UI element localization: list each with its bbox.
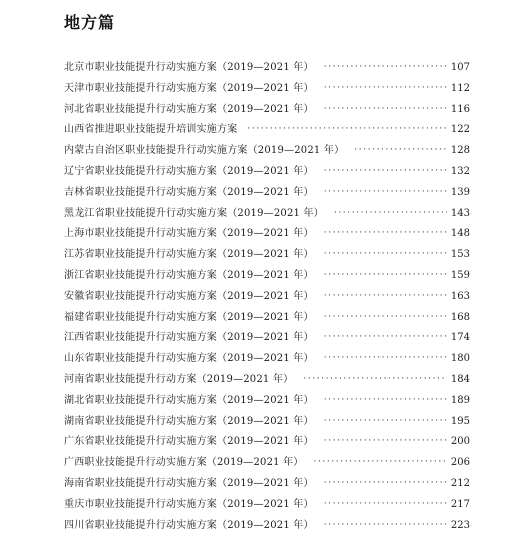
toc-entry-title: 河南省职业技能提升行动方案（2019—2021 年） bbox=[64, 373, 294, 385]
dot-leader bbox=[354, 140, 447, 161]
dot-leader bbox=[324, 265, 447, 286]
toc-entry-page-number: 159 bbox=[450, 269, 470, 281]
toc-entry[interactable] bbox=[64, 495, 470, 516]
toc-entry[interactable] bbox=[64, 287, 470, 308]
toc-entry-title: 海南省职业技能提升行动实施方案（2019—2021 年） bbox=[64, 477, 314, 489]
toc-entry-title: 上海市职业技能提升行动实施方案（2019—2021 年） bbox=[64, 228, 314, 240]
toc-entry-page-number: 217 bbox=[450, 498, 470, 510]
toc-entry-page-number: 212 bbox=[450, 477, 470, 489]
dot-leader bbox=[324, 78, 447, 99]
toc-entry-page-number: 180 bbox=[450, 353, 470, 365]
toc-entry-page-number: 148 bbox=[450, 228, 470, 240]
toc-entry-title: 湖北省职业技能提升行动实施方案（2019—2021 年） bbox=[64, 394, 314, 406]
toc-entry-title: 浙江省职业技能提升行动实施方案（2019—2021 年） bbox=[64, 269, 314, 281]
toc-entry[interactable] bbox=[64, 204, 470, 225]
dot-leader bbox=[324, 161, 447, 182]
toc-entry[interactable] bbox=[64, 453, 470, 474]
toc-entry[interactable] bbox=[64, 120, 470, 141]
toc-entry-page-number: 200 bbox=[450, 436, 470, 448]
toc-entry-page-number: 195 bbox=[450, 415, 470, 427]
dot-leader bbox=[324, 348, 447, 369]
toc-entry[interactable] bbox=[64, 266, 470, 287]
dot-leader bbox=[324, 473, 447, 494]
toc-entry[interactable] bbox=[64, 349, 470, 370]
toc-entry[interactable] bbox=[64, 432, 470, 453]
toc-entry-title: 湖南省职业技能提升行动实施方案（2019—2021 年） bbox=[64, 415, 314, 427]
toc-entry-title: 北京市职业技能提升行动实施方案（2019—2021 年） bbox=[64, 62, 314, 73]
toc-entry-title: 天津市职业技能提升行动实施方案（2019—2021 年） bbox=[64, 82, 314, 94]
toc-entry-page-number: 112 bbox=[450, 82, 470, 94]
toc-entry-title: 吉林省职业技能提升行动实施方案（2019—2021 年） bbox=[64, 186, 314, 198]
dot-leader bbox=[324, 515, 447, 536]
toc-entry-title: 福建省职业技能提升行动实施方案（2019—2021 年） bbox=[64, 311, 314, 323]
toc-entry-title: 广西职业技能提升行动实施方案（2019—2021 年） bbox=[64, 457, 304, 469]
dot-leader bbox=[313, 452, 446, 473]
toc-entry[interactable] bbox=[64, 391, 470, 412]
toc-entry[interactable] bbox=[64, 58, 470, 79]
dot-leader bbox=[324, 99, 447, 120]
dot-leader bbox=[324, 223, 447, 244]
dot-leader bbox=[324, 57, 447, 78]
toc-entry[interactable] bbox=[64, 516, 470, 537]
dot-leader bbox=[324, 431, 447, 452]
dot-leader bbox=[324, 390, 447, 411]
toc-entry-page-number: 206 bbox=[450, 457, 470, 469]
toc-entry-page-number: 122 bbox=[450, 124, 470, 136]
toc-entry-title: 江苏省职业技能提升行动实施方案（2019—2021 年） bbox=[64, 249, 314, 261]
toc-entry-title: 黑龙江省职业技能提升行动实施方案（2019—2021 年） bbox=[64, 207, 324, 219]
toc-entry-page-number: 132 bbox=[450, 165, 470, 177]
toc-entry-page-number: 223 bbox=[450, 519, 470, 531]
toc-entry[interactable] bbox=[64, 162, 470, 183]
toc-entry-page-number: 107 bbox=[450, 62, 470, 73]
toc-entry[interactable] bbox=[64, 183, 470, 204]
toc-entry-page-number: 139 bbox=[450, 186, 470, 198]
toc-entry[interactable] bbox=[64, 79, 470, 100]
dot-leader bbox=[324, 327, 447, 348]
toc-entry[interactable] bbox=[64, 308, 470, 329]
dot-leader bbox=[324, 182, 447, 203]
dot-leader bbox=[334, 203, 447, 224]
toc-entry[interactable] bbox=[64, 370, 470, 391]
toc-entry-page-number: 189 bbox=[450, 394, 470, 406]
toc-entry-page-number: 153 bbox=[450, 249, 470, 261]
toc-entry-page-number: 168 bbox=[450, 311, 470, 323]
dot-leader bbox=[247, 119, 447, 140]
toc-entry[interactable] bbox=[64, 412, 470, 433]
table-of-contents bbox=[64, 58, 470, 536]
toc-entry-page-number: 116 bbox=[450, 103, 470, 115]
dot-leader bbox=[324, 494, 447, 515]
toc-entry[interactable] bbox=[64, 224, 470, 245]
section-title: 地方篇 bbox=[64, 13, 116, 32]
toc-entry-title: 重庆市职业技能提升行动实施方案（2019—2021 年） bbox=[64, 498, 314, 510]
toc-entry-title: 广东省职业技能提升行动实施方案（2019—2021 年） bbox=[64, 436, 314, 448]
toc-entry-title: 山东省职业技能提升行动实施方案（2019—2021 年） bbox=[64, 353, 314, 365]
toc-entry[interactable] bbox=[64, 328, 470, 349]
toc-entry-page-number: 184 bbox=[450, 373, 470, 385]
toc-entry[interactable] bbox=[64, 141, 470, 162]
toc-entry[interactable] bbox=[64, 245, 470, 266]
toc-entry-title: 安徽省职业技能提升行动实施方案（2019—2021 年） bbox=[64, 290, 314, 302]
toc-entry-page-number: 163 bbox=[450, 290, 470, 302]
toc-entry-title: 内蒙古自治区职业技能提升行动实施方案（2019—2021 年） bbox=[64, 145, 345, 157]
dot-leader bbox=[324, 411, 447, 432]
toc-entry-title: 四川省职业技能提升行动实施方案（2019—2021 年） bbox=[64, 519, 314, 531]
toc-entry-title: 江西省职业技能提升行动实施方案（2019—2021 年） bbox=[64, 332, 314, 344]
dot-leader bbox=[324, 307, 447, 328]
toc-entry-page-number: 174 bbox=[450, 332, 470, 344]
toc-entry-title: 山西省推进职业技能提升培训实施方案 bbox=[64, 124, 238, 136]
dot-leader bbox=[324, 286, 447, 307]
dot-leader bbox=[324, 244, 447, 265]
dot-leader bbox=[303, 369, 447, 390]
toc-entry-page-number: 143 bbox=[450, 207, 470, 219]
toc-entry-title: 辽宁省职业技能提升行动实施方案（2019—2021 年） bbox=[64, 165, 314, 177]
toc-entry-title: 河北省职业技能提升行动实施方案（2019—2021 年） bbox=[64, 103, 314, 115]
toc-entry[interactable] bbox=[64, 474, 470, 495]
toc-entry-page-number: 128 bbox=[450, 145, 470, 157]
toc-entry[interactable] bbox=[64, 100, 470, 121]
